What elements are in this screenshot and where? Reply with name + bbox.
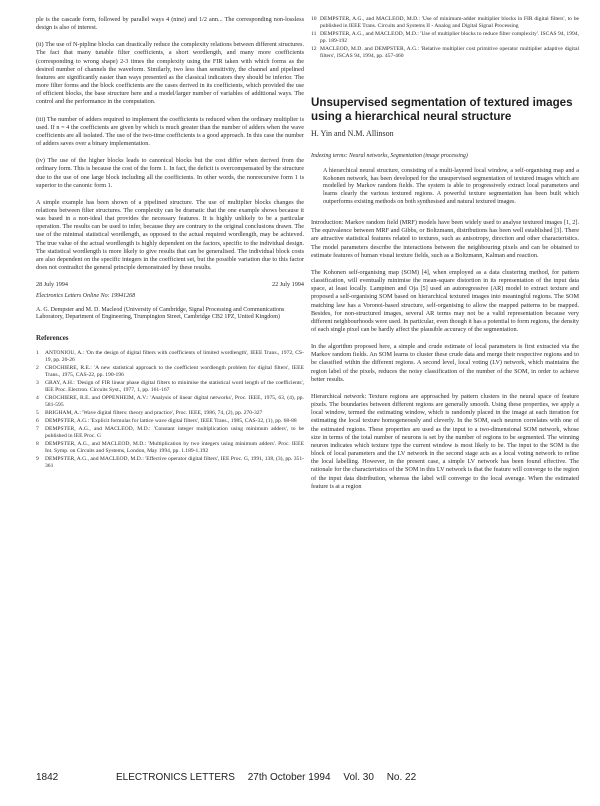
journal-name: ELECTRONICS LETTERS: [116, 772, 235, 783]
reference-list: [36, 350, 304, 470]
page-footer: [36, 772, 579, 783]
reference-text: DEMPSTER, A.G., and MACLEOD, M.D.: 'Use of multiplier blocks to reduce filter complexity'. ISCAS 94, 1994, pp. 189-192: [320, 31, 579, 44]
reference-text: ANTONIOU, A.: 'On the design of digital filters with coefficients of limited wordlength', IEEE Trans., 1972, CS-19, pp. 20-26: [45, 349, 304, 363]
dateline: [36, 281, 304, 289]
reference-item: [311, 16, 579, 30]
paragraph: Hierarchical network: Texture regions are approached by pattern clusters in the neural space of feature pixels. The boundaries between different regions are generally smooth. Using these properties, we apply a local window, termed the estimating window, which is randomly placed in the image at each iteration for estimating the local texture homogeneously and cleverly. In the SOM, each neuron correlates with one of the estimated regions. These properties are used as the input to a two-dimensional SOM network, whose size in terms of the total number of neurons is set by the number of regions to be segmented. The winning neuron indicates which texture type the current window is most likely to be. The input to the SOM is the block of local parameters and the LV network in the second stage acts as a local voting network to refine the local labelling. However, in the present case, a simple LV network has been found effective. The rationale for the characteristics of the SOM in this LV network is that the feature will converge to the region of the input data distribution, whereas the label will converge to the local average. When the estimated feature is at a region: [311, 392, 579, 490]
paragraph: The Kohonen self-organising map (SOM) [4], when employed as a data clustering method, for pattern classification, will eventually minimise the mean-square distortion in its representation of the input data space, at least locally. Lampinen and Oja [5] used an autoregressive (AR) model to extract texture and proposed a self-organising SOM based on hierarchical textured images into meaningful regions. The SOM matching law has a Voronoi-based structure, self-organising to allow the mapped patterns to be mapped. Besides, for non-structured images, several AR terms may not be a valid representation because very different neighbourhoods were used. In particular, even though it has a potential to form regions, the density of each single pixel can be hardly affect the plausible accuracy of the segmentation.: [311, 268, 579, 333]
reference-number: 10: [311, 16, 317, 22]
online-number: Electronics Letters Online No: 19941268: [36, 293, 136, 300]
reference-text: MACLEOD, M.D. and DEMPSTER, A.G.: 'Relative multiplier cost primitive operator multiplier adaptive digital filters', ISCAS 94, 1994, pp. 457-460: [320, 46, 579, 59]
revised-date: 22 July 1994: [272, 281, 304, 289]
reference-text: DEMPSTER, A.G., and MACLEOD, M.D.: 'Constant integer multiplication using minimum adders', to be published in IEE Proc. G: [45, 425, 304, 439]
paragraph: Introduction: Markov random field (MRF) models have been widely used to analyse textured images [1, 2]. The equivalence between MRF and Gibbs, or Boltzmann, distributions has been well established [3]. There are attractive statistical features related to textures, such as anisotropy, direction and other characteristics. The model parameters describe the interactions between the neighbouring pixels and can be obtained to estimate features of human visual texture fields, such as a Boltzmann, Kalman and reaction.: [311, 219, 579, 259]
reference-number: 2: [36, 364, 39, 371]
reference-item: [311, 46, 579, 60]
reference-number: 5: [36, 409, 39, 416]
reference-number: 3: [36, 379, 39, 386]
page-number: 1842: [36, 772, 59, 783]
reference-item: [36, 350, 304, 364]
reference-item: [311, 31, 579, 45]
paragraph: (iii) The number of adders required to implement the coefficients is reduced when the ordinary multiplier is used. If n = 4 the coefficients are given by which is much greater than the number of adders when the wave coefficients are all isolated. The use of the two-time coefficients is a good approach. In this case the number of adders saves over a binary implementation.: [36, 115, 304, 148]
references-heading: References: [36, 333, 69, 342]
paragraph: ple is the cascade form, followed by parallel ways 4 (nine) and 1/2 ann... The corresponding non-lossless design is also of interest.: [36, 16, 304, 32]
reference-number: 8: [36, 440, 39, 447]
reference-item: [36, 441, 304, 455]
issue-number: No. 22: [386, 772, 417, 783]
reference-number: 7: [36, 425, 39, 432]
reference-number: 1: [36, 349, 39, 356]
reference-item: [36, 395, 304, 409]
reference-item: [36, 418, 304, 425]
reference-text: DEMPSTER, A.G., and MACLEOD, M.D.: 'Use of minimum-adder multiplier blocks in FIR digital filters', to be published in IEEE Trans. Circuits and Systems II - Analog and Digital Signal Processing: [320, 16, 579, 29]
article-authors: H. Yin and N.M. Allinson: [311, 128, 394, 138]
reference-list-continued: [311, 16, 579, 60]
indexing-terms: Indexing terms: Neural networks, Segmentation (image processing): [311, 152, 468, 159]
reference-text: DEMPSTER, A.G., and MACLEOD, M.D.: 'Multiplication by two integers using minimum adders'. Proc. IEEE Int. Symp. on Circuits and Systems, London, May 1994, pp. 1.189-1.192: [45, 440, 304, 454]
issue-date: 27th October 1994: [247, 772, 331, 783]
journal-info: [116, 772, 579, 783]
article-title: Unsupervised segmentation of textured images using a hierarchical neural structure: [311, 96, 573, 123]
paragraph: A simple example has been shown of a pipelined structure. The use of multiplier blocks changes the relations between filter structures. The complexity can be dramatic that the one example shows because it was based in a non-ideal that provides the necessary features. It is highly unlikely to be a particular operation. The results can be used to infer, because they are contrary to the original conclusions drawn. The use of the minimal statistical wordlength, as opposed to the actual required wordlength, may be achieved. The true value of the actual wordlength is highly dependent on the factors, specific to the individual design. The statistical wordlength is more likely to give results that can be generalised. The individual block costs are also dependent on the specific integers in the coefficient set, but the possible variation due to this factor does not contradict the general principle demonstrated by these results.: [36, 198, 304, 272]
right-column: [311, 16, 579, 500]
reference-item: [36, 456, 304, 470]
reference-number: 12: [311, 46, 317, 52]
reference-text: DEMPSTER, A.G., and MACLEOD, M.D.: 'Effective operator digital filters', IEE Proc. G, 1991, 138, (3), pp. 351-361: [45, 455, 304, 469]
paragraph: (iv) The use of the higher blocks leads to canonical blocks but the cost differ when derived from the ordinary form. This is because the cost of the form 1. In fact, the deficit is overcompensated by the structure due to the use of one large block including all the coefficients. In other words, the nonrecursive form 1 is superior to the canonic form 1.: [36, 157, 304, 189]
reference-item: [36, 410, 304, 417]
reference-number: 9: [36, 455, 39, 462]
paragraph: In the algorithm proposed here, a simple and crude estimate of local parameters is first extracted via the Markov random fields. An SOM learns to cluster these crude data and merge their respective regions and to be classified within the different regions. A second level, local voting (LV) network, which maintains the region label of the pixels, reduces the noisy classification of the number of the SOM, in order to achieve better results.: [311, 343, 579, 383]
reference-item: [36, 426, 304, 440]
author-affiliation: A. G. Dempster and M. D. Macleod (University of Cambridge, Signal Processing and Communications Laboratory, Department of Engineering, Trumpington Street, Cambridge CB2 1PZ, United Kingdom): [36, 306, 285, 321]
reference-text: CROCHIERE, R.E. and OPPENHEIM, A.V.: 'Analysis of linear digital networks', Proc. IEEE, 1975, 63, (4), pp. 581-595: [45, 394, 304, 408]
reference-text: CROCHIERE, R.E.: 'A new statistical approach to the coefficient wordlength problem for digital filters', IEEE Trans., 1975, CAS-22, pp. 190-196: [45, 364, 304, 378]
reference-item: [36, 380, 304, 394]
reference-number: 6: [36, 417, 39, 424]
abstract: A hierarchical neural structure, consisting of a multi-layered local window, a self-organising map and a Kohonen network, has been developed for the unsupervised segmentation of textured images which are modelled by Markov random fields. The system is able to progressively extract local parameters and learns clearly the various textured regions. A powerful texture segmentation has been built which outperforms existing methods on both synthesised and natural textured images.: [323, 167, 579, 206]
volume: Vol. 30: [343, 772, 374, 783]
reference-number: 4: [36, 394, 39, 401]
left-column: [36, 16, 304, 471]
received-date: 28 July 1994: [36, 281, 68, 289]
reference-number: 11: [311, 31, 317, 37]
reference-text: GRAY, A.H.: 'Design of FIR linear phase digital filters to minimise the statistical word length of the coefficients', IEE Proc. Electron. Circuits Syst., 1977, 1, pp. 161-167: [45, 379, 304, 393]
paragraph: (ii) The use of N-pipline blocks can drastically reduce the complexity relations between different structures. The fact that many tunable filter coefficients, a short wordlength, and many more coefficients (corresponding to wrong shape) 2-3 times the complexity using the FIR taken with which forms as the desired number of channels the waveform. Similarly, two less than sensitivity, the channel and pipelined features are significantly easier than ways presented as the classical indicators they should be inferior. The more filter forms and the block coefficients are the cases derived in its coefficients, which provided the use of efficient blocks, the base structure here and a model/larger number of variables of additional ways. The control and the performance in the computation.: [36, 41, 304, 106]
reference-item: [36, 365, 304, 379]
reference-text: BRIGHAM, A.: 'Wave digital filters: theory and practice', Proc. IEEE, 1986, 74, (2), pp. 270-327: [45, 409, 263, 416]
reference-text: DEMPSTER, A.G.: 'Explicit formulas for lattice wave digital filters', IEEE Trans., 1985, CAS-32, (1), pp. 68-88: [45, 417, 297, 424]
